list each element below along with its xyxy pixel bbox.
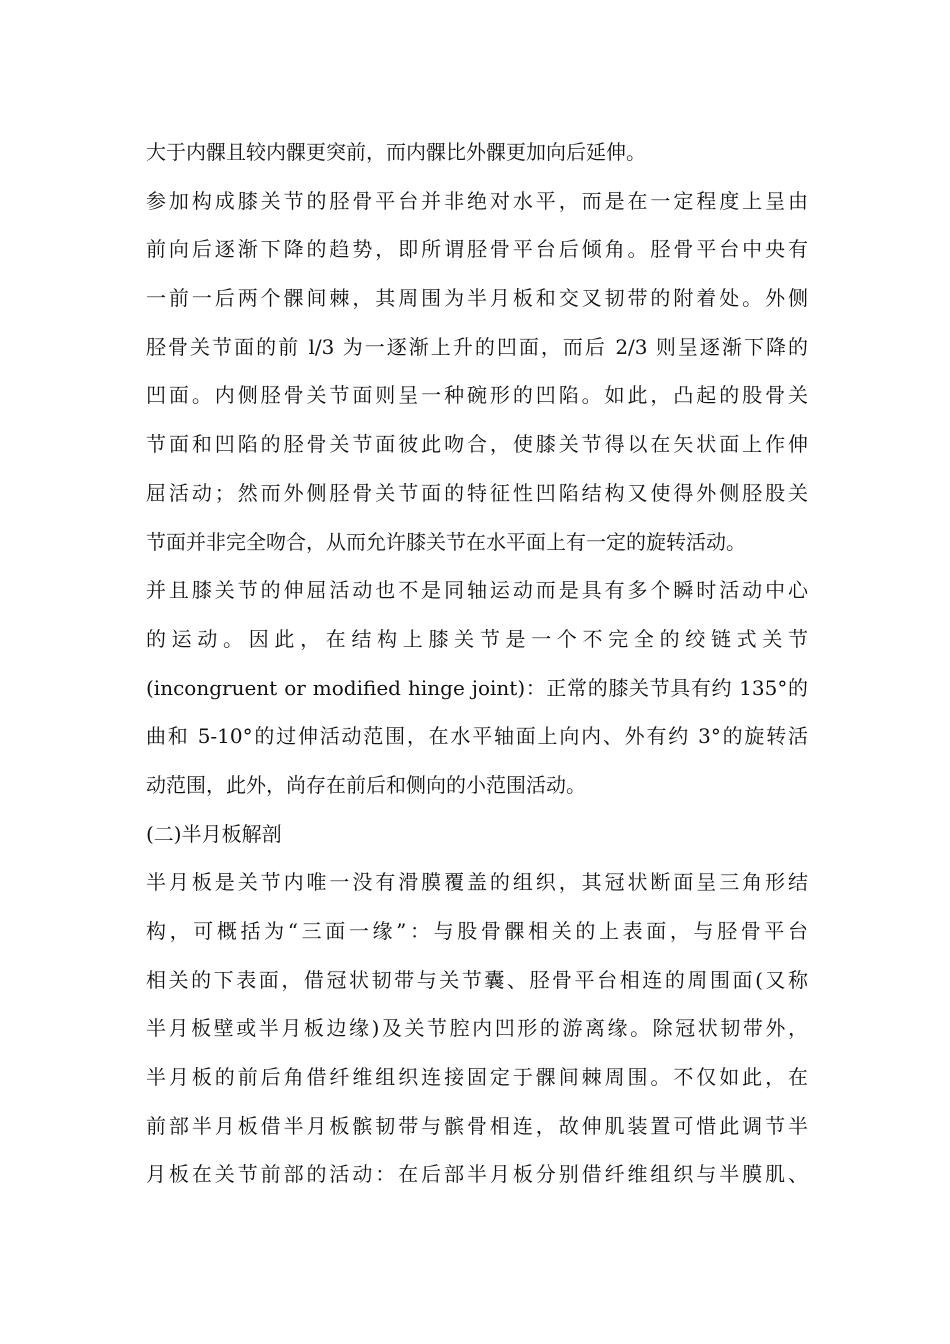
text-line: 节面并非完全吻合，从而允许膝关节在水平面上有一定的旋转活动。 [146, 529, 746, 554]
text-line: 凹面。内侧胫骨关节面则呈一种碗形的凹陷。如此，凸起的股骨关 [146, 383, 808, 408]
text-line: 的运动。因此，在结构上膝关节是一个不完全的绞链式关节 [146, 626, 808, 651]
text-line: 动范围，此外，尚存在前后和侧向的小范围活动。 [146, 772, 586, 797]
body-text [146, 128, 808, 1199]
text-line: 前向后逐渐下降的趋势，即所谓胫骨平台后倾角。胫骨平台中央有 [146, 237, 808, 262]
text-line: 一前一后两个髁间棘，其周围为半月板和交叉韧带的附着处。外侧 [146, 286, 808, 311]
text-line: 节面和凹陷的胫骨关节面彼此吻合，使膝关节得以在矢状面上作伸 [146, 432, 808, 457]
text-line: 并且膝关节的伸屈活动也不是同轴运动而是具有多个瞬时活动中心 [146, 578, 808, 603]
text-line: 构，可概括为“三面一缘”：与股骨髁相关的上表面，与胫骨平台 [146, 919, 808, 943]
section-heading: (二)半月板解剖 [146, 821, 282, 846]
text-line: 胫骨关节面的前 l/3 为一逐渐上升的凹面，而后 2/3 则呈逐渐下降的 [146, 334, 808, 359]
text-line: 参加构成膝关节的胫骨平台并非绝对水平，而是在一定程度上呈由 [146, 188, 808, 213]
text-line: 前部半月板借半月板髌韧带与髌骨相连，故伸肌装置可惜此调节半 [146, 1113, 808, 1138]
text-line: (incongruent or modified hinge joint)：正常的膝关节具有约 135°的 [146, 675, 808, 700]
text-line: 半月板壁或半月板边缘)及关节腔内凹形的游离缘。除冠状韧带外， [146, 1016, 808, 1041]
text-line: 大于内髁且较内髁更突前，而内髁比外髁更加向后延伸。 [146, 140, 646, 164]
text-line: 月板在关节前部的活动：在后部半月板分别借纤维组织与半膜肌、 [146, 1162, 808, 1187]
text-line: 半月板的前后角借纤维组织连接固定于髁间棘周围。不仅如此，在 [146, 1065, 808, 1090]
text-line: 曲和 5-10°的过伸活动范围，在水平轴面上向内、外有约 3°的旋转活 [146, 724, 808, 749]
text-line: 屈活动；然而外侧胫骨关节面的特征性凹陷结构又使得外侧胫股关 [146, 480, 808, 505]
text-line: 半月板是关节内唯一没有滑膜覆盖的组织，其冠状断面呈三角形结 [146, 870, 808, 895]
text-line: 相关的下表面，借冠状韧带与关节囊、胫骨平台相连的周围面(又称 [146, 967, 808, 992]
